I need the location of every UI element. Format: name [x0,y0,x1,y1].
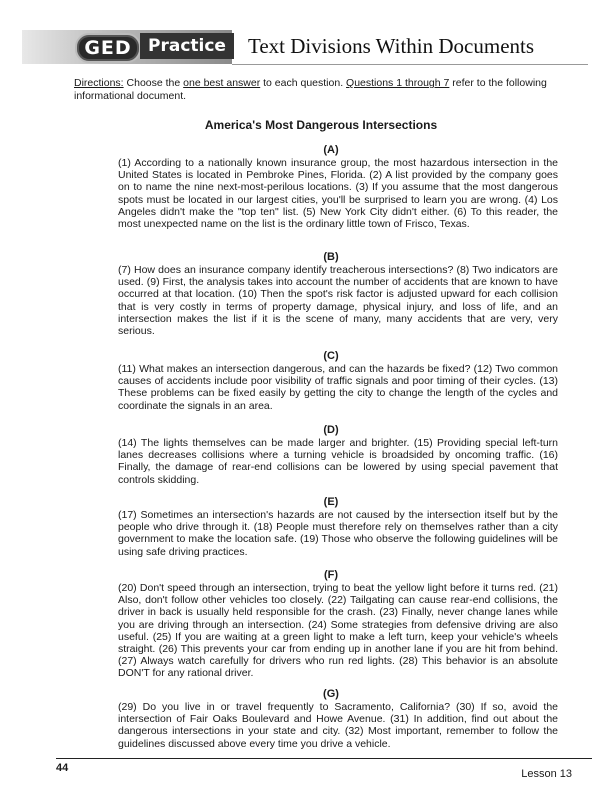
document-title: America's Most Dangerous Intersections [204,118,438,132]
section-label-b: (B) [323,251,339,263]
page-number: 44 [56,762,69,774]
directions-text-1: Choose the [123,77,184,89]
section-label-c: (C) [323,350,339,362]
section-text-d: (14) The lights themselves can be made larger and brighter. (15) Providing special left-turn lanes decreases collisions where a turning vehicle is broadsided by oncoming traffic. (16) Finally, the damage of rear-end collisions can be lowered by using special pavement that controls skidding. [118,437,558,486]
section-text-f: (20) Don't speed through an intersection, trying to beat the yellow light before it turns red. (21) Also, don't follow other vehicles too closely. (22) Tailgating can cause rear-end collisions, the driver in back is usually held responsible for the crash. (23) Finally, never change lanes while you are driving through an intersection. (24) Some strategies from defensive driving are also useful. (25) If you are waiting at a green light to make a left turn, keep your vehicle's wheels straight. (26) This prevents your car from ending up in another lane if you are hit from behind. (27) Always watch carefully for drivers who run red lights. (28) This behavior is an absolute DON'T for any rational driver. [118,582,558,680]
header-rule [232,64,588,65]
section-label-f: (F) [323,569,339,581]
directions [74,77,582,103]
directions-lead: Directions: [74,77,124,89]
section-text-g: (29) Do you live in or travel frequently to Sacramento, California? (30) If so, avoid the intersection of Fair Oaks Boulevard and Howe Avenue. (31) In addition, find out about the dangerous intersections in your state and city. (32) Most important, remember to follow the guidelines discussed above every time you drive a vehicle. [118,701,558,750]
section-label-d: (D) [323,424,339,436]
section-title: Text Divisions Within Documents [248,34,535,58]
ged-logo: GED [75,33,141,63]
directions-text-2: to each question. [260,77,347,89]
directions-underlined: one best answer [183,77,261,89]
section-label-a: (A) [323,144,339,156]
section-label-e: (E) [323,496,339,508]
section-text-a: (1) According to a nationally known insurance group, the most hazardous intersection in the United States is located in Pembroke Pines, Florida. (2) A list provided by the company goes on to name the nine next-most-perilous locations. (3) If you assume that the most dangerous spots must be located in our largest cities, you'll be surprised to learn you are wrong. (4) Los Angeles didn't make the "top ten" list. (5) New York City didn't either. (6) To this reader, the most unexpected name on the list is the ordinary little town of Frisco, Texas. [118,157,558,231]
practice-label: Practice [140,33,234,59]
directions-questions-ref: Questions 1 through 7 [346,77,450,89]
footer-rule [56,758,592,759]
section-text-b: (7) How does an insurance company identify treacherous intersections? (8) Two indicators are used. (9) First, the analysis takes into account the number of accidents that are known to have occurred at that location. (10) Then the spot's risk factor is adjusted upward for each collision that is very costly in terms of property damage, physical injury, and loss of life, and an intersection makes the list if it is the scene of many, many accidents that are very, very serious. [118,264,558,338]
directions-text-3: refer to the following informational document. [74,77,547,102]
section-text-c: (11) What makes an intersection dangerous, and can the hazards be fixed? (12) Two common causes of accidents include poor visibility of traffic signals and poor timing of their cycles. (13) These problems can be fixed easily by getting the city to change the length of the cycles and coordinate the signals in an area. [118,363,558,412]
section-text-e: (17) Sometimes an intersection's hazards are not caused by the intersection itself but by the people who drive through it. (18) People must therefore rely on themselves rather than a city government to make the location safe. (19) Those who observe the following guidelines will be using safe driving practices. [118,509,558,558]
section-label-g: (G) [323,688,339,700]
lesson-label: Lesson 13 [521,768,572,780]
